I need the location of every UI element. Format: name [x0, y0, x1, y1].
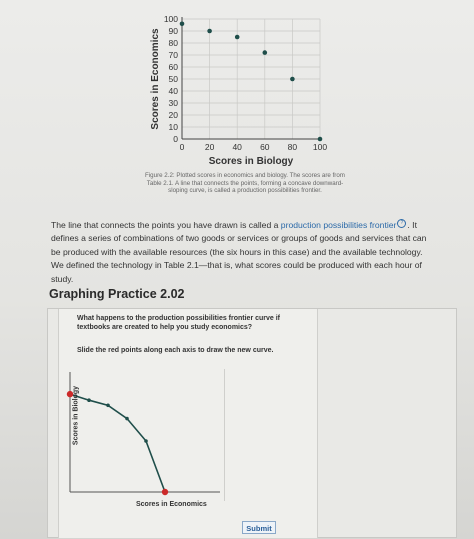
- practice-y-axis-label: Scores in Biology: [72, 385, 80, 446]
- y-tick-label: 30: [168, 98, 178, 108]
- curve-point: [125, 417, 129, 421]
- x-tick-label: 20: [204, 142, 215, 152]
- x-tick-label: 100: [312, 142, 328, 152]
- y-tick-label: 80: [168, 38, 178, 48]
- y-tick-label: 60: [168, 62, 178, 72]
- curve-point: [87, 398, 91, 402]
- y-tick-label: 90: [168, 26, 178, 36]
- y-tick-label: 50: [168, 74, 178, 84]
- x-tick-label: 0: [179, 142, 185, 152]
- y-tick-label: 100: [163, 14, 178, 24]
- practice-question: What happens to the production possibilities frontier curve if textbooks are created to help you study economics?: [77, 315, 281, 331]
- figure-caption: Figure 2.2: Plotted scores in economics and biology. The scores are from Table 2.1. A line that connects the points, forming a concave downward-sloping curve, is called a production possibilities frontier.: [145, 172, 345, 195]
- y-tick-label: 0: [173, 134, 178, 144]
- body-text-before: The line that connects the points you have drawn is called a: [51, 220, 281, 230]
- curve-point: [106, 404, 110, 408]
- curve-point: [144, 439, 148, 443]
- draggable-handle[interactable]: [162, 489, 168, 495]
- x-tick-label: 40: [232, 142, 242, 152]
- x-tick-label: 80: [287, 142, 298, 152]
- practice-title: Graphing Practice 2.02: [49, 287, 185, 301]
- x-tick-label: 60: [260, 142, 270, 152]
- practice-instruction: Slide the red points along each axis to draw the new curve.: [77, 347, 274, 354]
- x-axis-title: Scores in Biology: [208, 156, 294, 167]
- y-tick-label: 10: [168, 122, 178, 132]
- y-tick-label: 70: [168, 50, 178, 60]
- y-axis-title: Scores in Economics: [150, 28, 161, 130]
- submit-button[interactable]: Submit: [242, 521, 276, 534]
- body-text-after: . It defines a series of combinations of two goods or services or groups of goods and services that can be produced with the available resources (the six hours in this case) and the available technology. We defined the technology in Table 2.1—that is, what scores could be produced with each hour of study.: [51, 220, 427, 284]
- y-tick-label: 40: [168, 86, 178, 96]
- practice-x-axis-label: Scores in Economics: [136, 501, 207, 508]
- y-tick-label: 20: [168, 110, 178, 120]
- ppf-curve: [70, 394, 165, 492]
- ppf-link[interactable]: production possibilities frontier: [280, 220, 397, 230]
- help-icon[interactable]: ?: [397, 219, 406, 228]
